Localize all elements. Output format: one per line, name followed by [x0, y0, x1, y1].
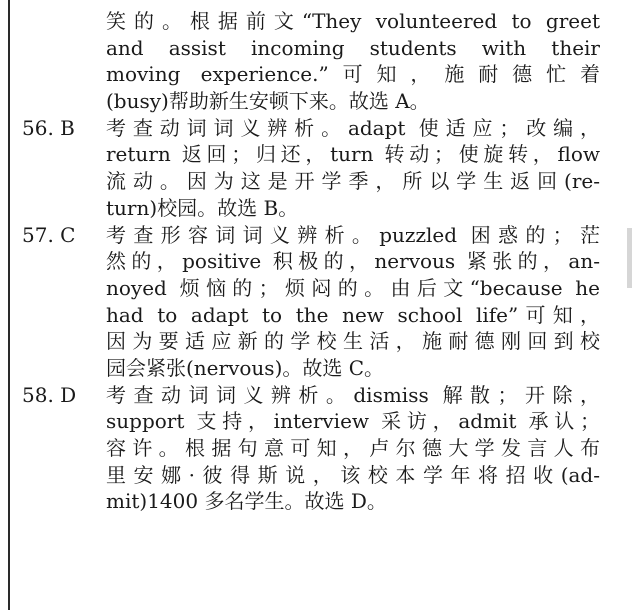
answer-item-57 — [22, 222, 600, 382]
answer-number: 56. B — [22, 115, 75, 140]
answer-number: 58. D — [22, 382, 77, 407]
text-line: 考查形容词词义辨析。puzzled 困惑的；茫 — [106, 222, 600, 247]
text-line: 里安娜·彼得斯说，该校本学年将招收(ad- — [106, 462, 600, 487]
scrollbar-thumb[interactable] — [627, 228, 632, 288]
text-line: 笑的。根据前文“They volunteered to greet — [106, 9, 600, 33]
left-margin-rule — [8, 0, 10, 610]
text-line: 考查动词词义辨析。adapt 使适应；改编， — [106, 115, 600, 140]
cut-off-next-line — [110, 604, 530, 610]
text-line: mit)1400 多名学生。故选 D。 — [106, 489, 387, 514]
answer-item-56 — [22, 115, 600, 222]
text-line: 然的，positive 积极的，nervous 紧张的，an- — [106, 249, 600, 274]
text-line: turn)校园。故选 B。 — [106, 195, 299, 220]
text-line: had to adapt to the new school life”可知， — [106, 302, 600, 327]
continued-paragraph — [22, 8, 600, 115]
text-line: 园会紧张(nervous)。故选 C。 — [106, 355, 385, 380]
text-line: (busy)帮助新生安顿下来。故选 A。 — [106, 89, 430, 114]
answer-number: 57. C — [22, 222, 76, 247]
text-line: 考查动词词义辨析。dismiss 解散；开除， — [106, 382, 600, 407]
text-line: support 支持，interview 采访，admit 承认； — [106, 409, 600, 434]
text-line: 因为要适应新的学校生活，施耐德刚回到校 — [106, 329, 600, 354]
text-line: moving experience.”可知，施耐德忙着 — [106, 62, 600, 87]
answer-item-58 — [22, 382, 600, 515]
text-line: and assist incoming students with their — [106, 35, 600, 60]
answer-explanations — [22, 8, 600, 515]
text-line: return 返回；归还，turn 转动；使旋转，flow — [106, 142, 600, 167]
text-line: 容许。根据句意可知，卢尔德大学发言人布 — [106, 436, 600, 460]
text-line: noyed 烦恼的；烦闷的。由后文“because he — [106, 275, 600, 300]
text-line: 流动。因为这是开学季，所以学生返回(re- — [106, 169, 600, 194]
